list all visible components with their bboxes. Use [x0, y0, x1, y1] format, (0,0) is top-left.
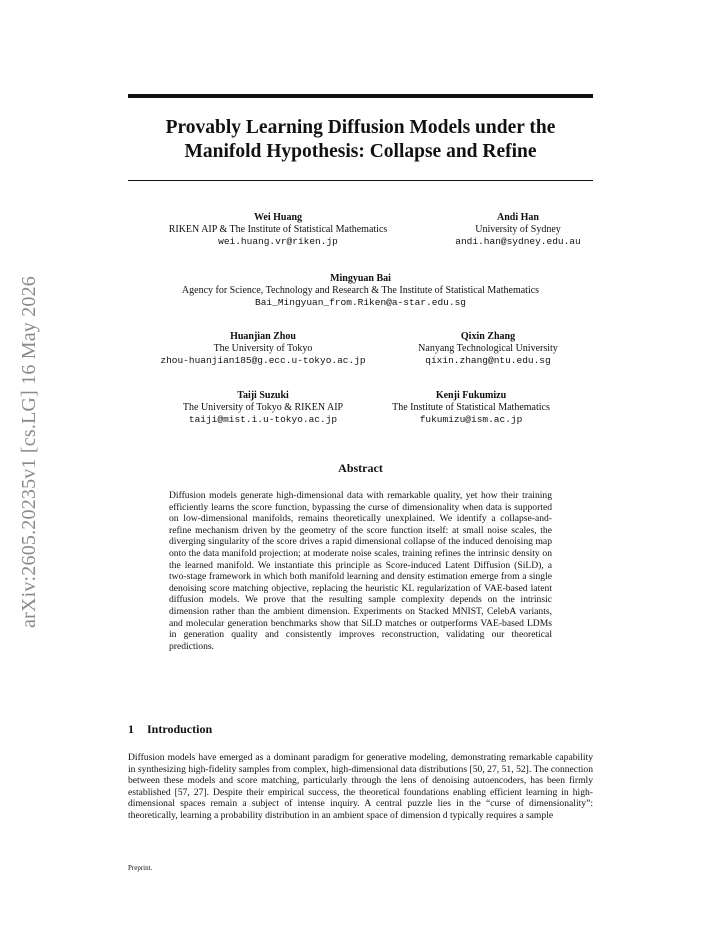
author-block: [393, 331, 583, 367]
author-name: Wei Huang: [253, 212, 303, 223]
abstract-body: Diffusion models generate high-dimensional data with remarkable quality, yet how their training efficiently learns the score function, bypassing the curse of dimensionality when data is supported on low-dimensional manifolds, remains theoretically unexplained. We identify a collapse-and-refine mechanism driven by the geometry of the score function itself: at small noise scales, the diverging singularity of the score drives a rapid dimensional collapse of the induced denoising map onto the data manifold projection; at moderate noise scales, training refines the intrinsic density on the learned manifold. We instantiate this principle as Score-induced Latent Diffusion (SiLD), a two-stage framework in which both manifold learning and density estimation emerge from a single denoising score matching objective, replacing the heuristic KL regularization of VAE-based latent diffusion models. We prove that the resulting sample complexity depends on the intrinsic dimension rather than the ambient dimension. Experiments on Stacked MNIST, CelebA variants, and molecular generation benchmarks show that SiLD matches or outperforms VAE-based LDMs in generation quality and consistently improves reconstruction, validating our theoretical predictions.: [169, 490, 552, 652]
author-name: Taiji Suzuki: [237, 390, 289, 401]
preprint-footer: Preprint.: [128, 864, 153, 872]
author-name: Qixin Zhang: [460, 331, 516, 342]
author-email: qixin.zhang@ntu.edu.sg: [425, 355, 551, 366]
title-top-rule: [128, 94, 593, 98]
author-email: andi.han@sydney.edu.au: [455, 236, 581, 247]
author-affiliation: University of Sydney: [475, 224, 561, 235]
title-bottom-rule: [128, 180, 593, 181]
author-affiliation: Nanyang Technological University: [418, 343, 558, 354]
author-block: [148, 390, 378, 426]
author-email: taiji@mist.i.u-tokyo.ac.jp: [188, 414, 338, 425]
author-name: Mingyuan Bai: [330, 273, 391, 284]
author-block: [418, 212, 618, 248]
author-block: [143, 331, 383, 367]
introduction-paragraph: Diffusion models have emerged as a dominant paradigm for generative modeling, demonstrating remarkable capability in synthesizing high-fidelity samples from complex, high-dimensional data distributions [50, 27, 51, 52]. The connection between these models and score matching, particularly through the lens of denoising autoencoders, has been firmly established [57, 27]. Despite their empirical success, the theoretical foundations enabling efficient learning in high-dimensional spaces remain a subject of intense inquiry. A central puzzle lies in the “curse of dimensionality”: theoretically, learning a probability distribution in an ambient space of dimension d typically requires a sample: [128, 752, 593, 821]
author-affiliation: The University of Tokyo & RIKEN AIP: [182, 402, 344, 413]
author-block: [128, 212, 428, 248]
author-affiliation: The University of Tokyo: [213, 343, 313, 354]
arxiv-identifier: arXiv:2605.20235v1 [cs.LG] 16 May 2026: [18, 276, 40, 628]
abstract-heading: Abstract: [338, 461, 383, 475]
author-name: Kenji Fukumizu: [435, 390, 507, 401]
author-email: fukumizu@ism.ac.jp: [419, 414, 523, 425]
section-title: Introduction: [147, 722, 213, 736]
author-affiliation: The Institute of Statistical Mathematics: [392, 402, 550, 413]
author-affiliation: RIKEN AIP & The Institute of Statistical Mathematics: [168, 224, 388, 235]
author-block: [128, 273, 593, 309]
title-line-1: Provably Learning Diffusion Models under the: [165, 117, 556, 138]
author-email: wei.huang.vr@riken.jp: [218, 236, 338, 247]
author-block: [378, 390, 564, 426]
section-number: 1: [128, 722, 134, 736]
paper-title: [128, 116, 593, 164]
author-affiliation: Agency for Science, Technology and Research & The Institute of Statistical Mathematics: [181, 285, 540, 296]
author-email: zhou-huanjian185@g.ecc.u-tokyo.ac.jp: [160, 355, 366, 366]
author-email: Bai_Mingyuan_from.Riken@a-star.edu.sg: [255, 297, 466, 308]
author-name: Huanjian Zhou: [230, 331, 296, 342]
author-name: Andi Han: [497, 212, 539, 223]
section-heading: [128, 722, 212, 737]
title-line-2: Manifold Hypothesis: Collapse and Refine: [184, 141, 537, 162]
